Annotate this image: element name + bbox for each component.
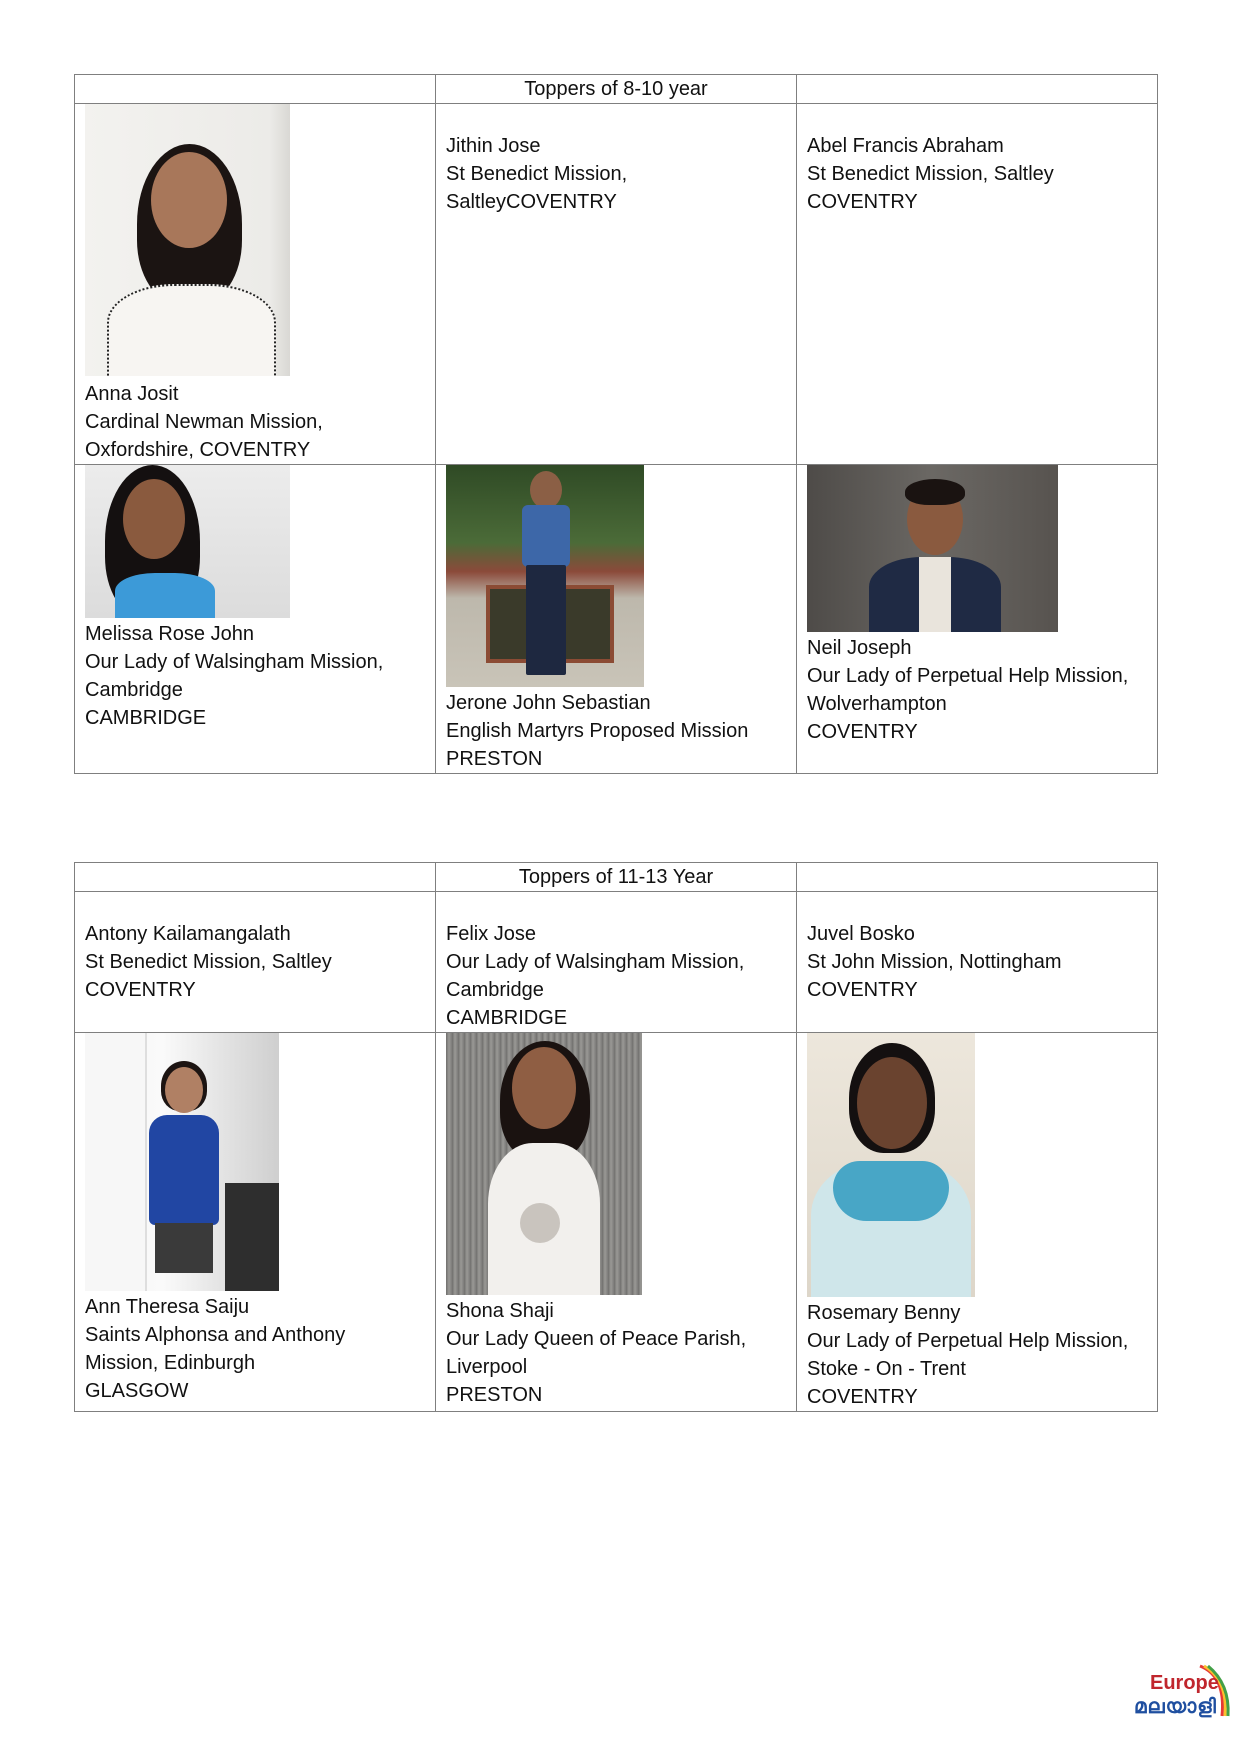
- topper-detail: GLASGOW: [85, 1380, 189, 1402]
- topper-detail: Cardinal Newman Mission,: [85, 411, 323, 433]
- topper-detail: PRESTON: [446, 748, 543, 770]
- topper-cell: [75, 892, 436, 1033]
- topper-name: Abel Francis Abraham: [807, 135, 1004, 157]
- topper-detail: Cambridge: [446, 979, 544, 1001]
- logo-text-europe: Europe: [1150, 1672, 1219, 1694]
- topper-detail: St John Mission, Nottingham: [807, 951, 1062, 973]
- topper-cell: [75, 104, 436, 465]
- topper-cell: [797, 892, 1158, 1033]
- topper-detail: Our Lady of Walsingham Mission,: [85, 651, 384, 673]
- topper-cell: [75, 1033, 436, 1412]
- topper-detail: St Benedict Mission, Saltley: [807, 163, 1054, 185]
- topper-detail: Stoke - On - Trent: [807, 1358, 966, 1380]
- topper-photo: [446, 1033, 642, 1295]
- topper-cell: [797, 1033, 1158, 1412]
- topper-photo: [446, 465, 644, 687]
- topper-detail: COVENTRY: [807, 1386, 918, 1408]
- topper-detail: Our Lady of Walsingham Mission,: [446, 951, 745, 973]
- topper-detail: COVENTRY: [807, 979, 918, 1001]
- topper-name: Antony Kailamangalath: [85, 923, 291, 945]
- header-cell-empty: [797, 75, 1158, 104]
- topper-name: Jithin Jose: [446, 135, 541, 157]
- topper-detail: Our Lady Queen of Peace Parish,: [446, 1328, 747, 1350]
- topper-cell: [436, 465, 797, 774]
- header-cell-empty: [75, 863, 436, 892]
- topper-photo: [807, 465, 1058, 632]
- topper-detail: Mission, Edinburgh: [85, 1352, 256, 1374]
- topper-detail: Liverpool: [446, 1356, 528, 1378]
- topper-photo: [807, 1033, 975, 1297]
- logo-text-malayali: മലയാളി: [1134, 1696, 1217, 1718]
- topper-name: Rosemary Benny: [807, 1302, 961, 1324]
- topper-name: Felix Jose: [446, 923, 537, 945]
- topper-name: Juvel Bosko: [807, 923, 915, 945]
- topper-name: Jerone John Sebastian: [446, 692, 651, 714]
- topper-detail: Cambridge: [85, 679, 183, 701]
- header-cell-empty: [797, 863, 1158, 892]
- topper-detail: CAMBRIDGE: [85, 707, 207, 729]
- europe-malayali-logo: [1132, 1660, 1232, 1730]
- topper-name: Anna Josit: [85, 383, 179, 405]
- topper-detail: SaltleyCOVENTRY: [446, 191, 617, 213]
- topper-cell: [436, 1033, 797, 1412]
- topper-detail: COVENTRY: [807, 191, 918, 213]
- topper-cell: [75, 465, 436, 774]
- topper-name: Ann Theresa Saiju: [85, 1296, 250, 1318]
- topper-detail: COVENTRY: [85, 979, 196, 1001]
- topper-detail: CAMBRIDGE: [446, 1007, 568, 1029]
- topper-name: Shona Shaji: [446, 1300, 554, 1322]
- topper-detail: St Benedict Mission, Saltley: [85, 951, 332, 973]
- topper-detail: Our Lady of Perpetual Help Mission,: [807, 665, 1129, 687]
- topper-detail: Saints Alphonsa and Anthony: [85, 1324, 346, 1346]
- section-header: Toppers of 8-10 year: [436, 75, 797, 104]
- toppers-8-10-table: [74, 74, 1158, 774]
- topper-cell: [436, 104, 797, 465]
- topper-detail: English Martyrs Proposed Mission: [446, 720, 749, 742]
- topper-photo: [85, 465, 290, 618]
- topper-detail: Our Lady of Perpetual Help Mission,: [807, 1330, 1129, 1352]
- topper-name: Melissa Rose John: [85, 623, 254, 645]
- topper-cell: [797, 104, 1158, 465]
- toppers-11-13-table: [74, 862, 1158, 1412]
- topper-detail: PRESTON: [446, 1384, 543, 1406]
- topper-detail: COVENTRY: [807, 721, 918, 743]
- topper-detail: St Benedict Mission,: [446, 163, 628, 185]
- topper-cell: [797, 465, 1158, 774]
- topper-photo: [85, 1033, 279, 1291]
- topper-cell: [436, 892, 797, 1033]
- topper-detail: Oxfordshire, COVENTRY: [85, 439, 311, 461]
- topper-name: Neil Joseph: [807, 637, 912, 659]
- topper-detail: Wolverhampton: [807, 693, 947, 715]
- topper-photo: [85, 104, 290, 376]
- header-cell-empty: [75, 75, 436, 104]
- section-header: Toppers of 11-13 Year: [436, 863, 797, 892]
